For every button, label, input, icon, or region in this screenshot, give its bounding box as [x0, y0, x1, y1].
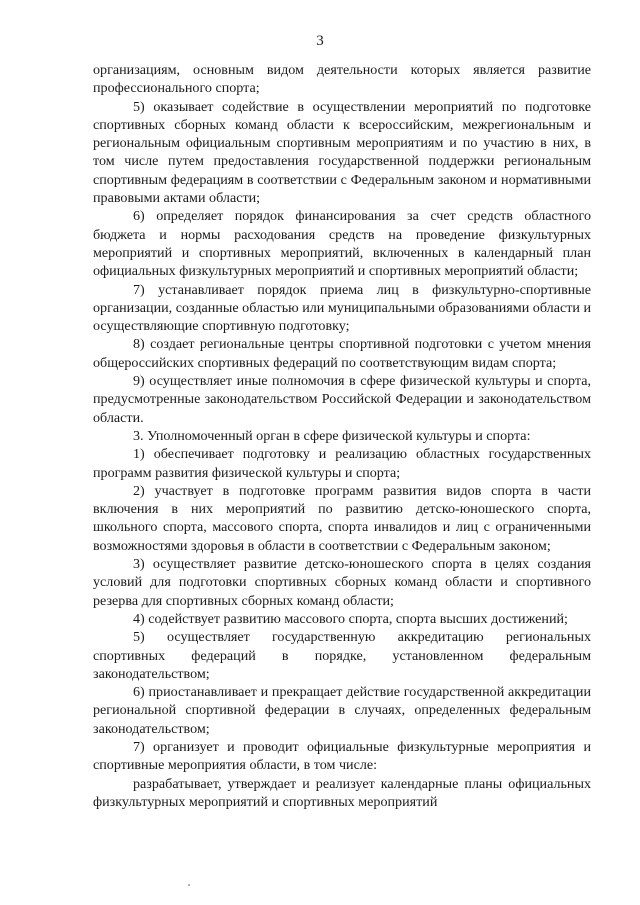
- scan-artifact: [188, 884, 190, 886]
- document-body: [93, 61, 591, 811]
- paragraph-item-8: 8) создает региональные центры спортивной подготовки с учетом мнения общероссийских спортивных федераций по соответствующим видам спорта;: [93, 336, 591, 371]
- paragraph-item-4: 4) содействует развитию массового спорта, спорта высших достижений;: [133, 610, 568, 627]
- paragraph-item-7b: 7) организует и проводит официальные физкультурные мероприятия и спортивные мероприятия области, в том числе:: [93, 738, 591, 774]
- paragraph-item-6b: 6) приостанавливает и прекращает действие государственной аккредитации региональной спортивной федерации в случаях, определенных федеральным законодательством;: [93, 684, 591, 737]
- page-number: 3: [316, 33, 324, 49]
- paragraph-item-5b: 5) осуществляет государственную аккредитацию региональных спортивных федераций в порядке, установленном федеральным законодательством;: [93, 629, 591, 682]
- paragraph-item-1: 1) обеспечивает подготовку и реализацию областных государственных программ развития физической культуры и спорта;: [93, 446, 591, 481]
- paragraph-subitem: разрабатывает, утверждает и реализует календарные планы официальных физкультурных мероприятий и спортивных мероприятий: [93, 775, 591, 810]
- paragraph-item-6: 6) определяет порядок финансирования за счет средств областного бюджета и нормы расходования средств на проведение физкультурных мероприятий и спортивных мероприятий, включенных в календарный план официальных физкультурных мероприятий и спортивных мероприятий области;: [93, 208, 591, 280]
- paragraph-item-9: 9) осуществляет иные полномочия в сфере физической культуры и спорта, предусмотренные законодательством Российской Федерации и законодательством области.: [93, 373, 591, 426]
- paragraph-item-2: 2) участвует в подготовке программ развития видов спорта в части включения в них мероприятий по развитию детско-юношеского спорта, школьного спорта, массового спорта, спорта инвалидов и лиц с ограниченными возможностями здоровья в области в соответствии с Федеральным законом;: [93, 482, 591, 554]
- paragraph-item-7: 7) устанавливает порядок приема лиц в физкультурно-спортивные организации, созданные областью или муниципальными образованиями области и осуществляющие спортивную подготовку;: [93, 281, 591, 335]
- paragraph-continuation: организациям, основным видом деятельности которых является развитие профессионального спорта;: [93, 62, 591, 97]
- paragraph-item-3: 3) осуществляет развитие детско-юношеского спорта в целях создания условий для подготовки спортивных сборных команд области и спортивного резерва для спортивных сборных команд области;: [93, 556, 591, 609]
- paragraph-item-5: 5) оказывает содействие в осуществлении мероприятий по подготовке спортивных сборных команд области к всероссийским, межрегиональным и региональным официальным спортивным мероприятиям и по участию в них, в том числе путем предоставления государственной поддержки региональным спортивным федерациям в соответствии с Федеральным законом и нормативными правовыми актами области;: [93, 98, 591, 207]
- section-3-heading: 3. Уполномоченный орган в сфере физической культуры и спорта:: [133, 427, 531, 444]
